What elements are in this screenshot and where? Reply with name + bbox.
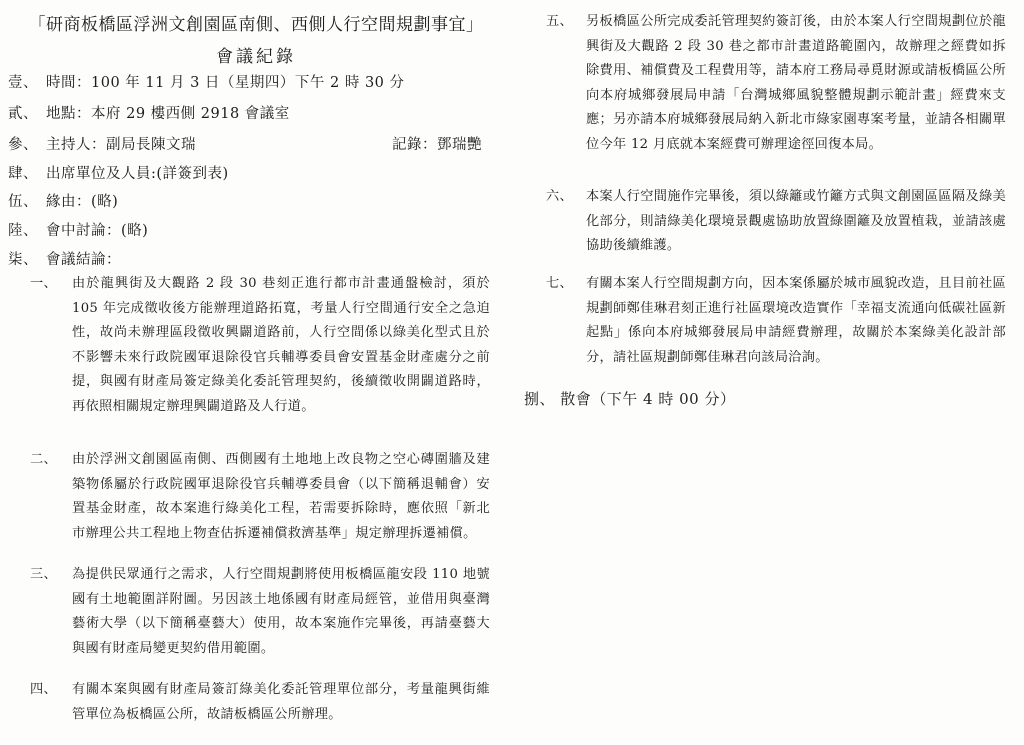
item-text: 主持人：副局長陳文瑞: [46, 137, 196, 153]
conclusion-number: 五、: [546, 14, 573, 29]
item-label: 伍、: [8, 194, 38, 210]
item-label: 肆、: [8, 166, 38, 182]
item-label: 柒、: [8, 252, 38, 268]
conclusion-text: 為提供民眾通行之需求，人行空間規劃將使用板橋區龍安段 110 地號國有土地範圍詳附圖。另因該土地係國有財產局經管，並借用與臺灣藝術大學（以下簡稱臺藝大）使用，故本案施作完畢後，再請臺藝大與國有財產局變更契約借用範圍。: [72, 567, 490, 656]
header-item-time: [8, 71, 405, 92]
conclusion-number: 六、: [546, 189, 573, 204]
item-text: 時間：100 年 11 月 3 日（星期四）下午 2 時 30 分: [46, 75, 405, 91]
header-item-reason: [8, 190, 118, 211]
conclusion-text: 另板橋區公所完成委託管理契約簽訂後，由於本案人行空間規劃位於龍興街及大觀路 2 段 30 巷之都市計畫道路範圍內，故辦理之經費如拆除費用、補償費及工程費用等，請本府工務局尋覓財源或請板橋區公所向本府城鄉發展局申請「台灣城鄉風貌整體規劃示範計畫」經費來支應；另亦請本府城鄉發展局納入新北市綠家園專案考量，並請各相關單位今年 12 月底就本案經費可辦理途徑回復本局。: [586, 14, 1006, 152]
conclusion-number: 二、: [30, 452, 57, 467]
conclusion-number: 四、: [30, 682, 57, 697]
conclusion-number: 七、: [546, 276, 573, 291]
conclusion-text: 有關本案與國有財產局簽訂綠美化委託管理單位部分，考量龍興街維管單位為板橋區公所，故請板橋區公所辦理。: [72, 682, 490, 722]
item-label: 參、: [8, 137, 38, 153]
item-label: 陸、: [8, 223, 38, 239]
item-text: 出席單位及人員:(詳簽到表): [46, 166, 229, 182]
header-item-conclusions: [8, 248, 121, 269]
header-item-chair: [8, 133, 196, 154]
conclusion-text: 由於浮洲文創園區南側、西側國有土地地上改良物之空心磚圍牆及建築物係屬於行政院國軍退除役官兵輔導委員會（以下簡稱退輔會）安置基金財產，故本案進行綠美化工程，若需要拆除時，應依照「新北市辦理公共工程地上物查估拆遷補償救濟基準」規定辦理拆遷補償。: [72, 452, 490, 541]
item-text: 會議結論：: [46, 252, 121, 268]
item-label: 壹、: [8, 75, 38, 91]
header-item-discussion: [8, 219, 148, 240]
header-item-attendees: [8, 162, 229, 183]
conclusion-number: 三、: [30, 567, 57, 582]
item-text: 會中討論：(略): [46, 223, 149, 239]
item-label: 貳、: [8, 106, 38, 122]
document-title: 「研商板橋區浮洲文創園區南側、西側人行空間規劃事宜」: [28, 15, 484, 35]
item-text: 緣由：(略): [46, 194, 119, 210]
conclusion-text: 由於龍興街及大觀路 2 段 30 巷刻正進行都市計畫通盤檢討，須於 105 年完成徵收後方能辦理道路拓寬，考量人行空間通行安全之急迫性，故尚未辦理區段徵收興闢道路前，人行空間係以綠美化型式且於不影響未來行政院國軍退除役官兵輔導委員會安置基金財產處分之前提，與國有財產局簽定綠美化委託管理契約，後續徵收開闢道路時，再依照相關規定辦理興闢道路及人行道。: [72, 276, 490, 414]
meeting-adjourned: 捌、 散會（下午 4 時 00 分）: [524, 390, 736, 408]
document-subtitle: 會議紀錄: [216, 47, 296, 67]
recorder: 記錄：鄧瑞艷: [392, 137, 482, 153]
item-text: 地點：本府 29 樓西側 2918 會議室: [46, 106, 290, 122]
header-item-location: [8, 102, 290, 123]
conclusion-number: 一、: [30, 276, 57, 291]
conclusion-text: 有關本案人行空間規劃方向，因本案係屬於城市風貌改造，且目前社區規劃師鄭佳琳君刻正進行社區環境改造實作「幸福支流通向低碳社區新起點」係向本府城鄉發展局申請經費辦理，故關於本案綠美化設計部分，請社區規劃師鄭佳琳君向該局洽詢。: [586, 276, 1006, 365]
conclusion-text: 本案人行空間施作完畢後，須以綠籬或竹籬方式與文創園區區隔及綠美化部分，則請綠美化環境景觀處協助放置綠圍籬及放置植栽，並請該處協助後續維護。: [586, 189, 1006, 253]
